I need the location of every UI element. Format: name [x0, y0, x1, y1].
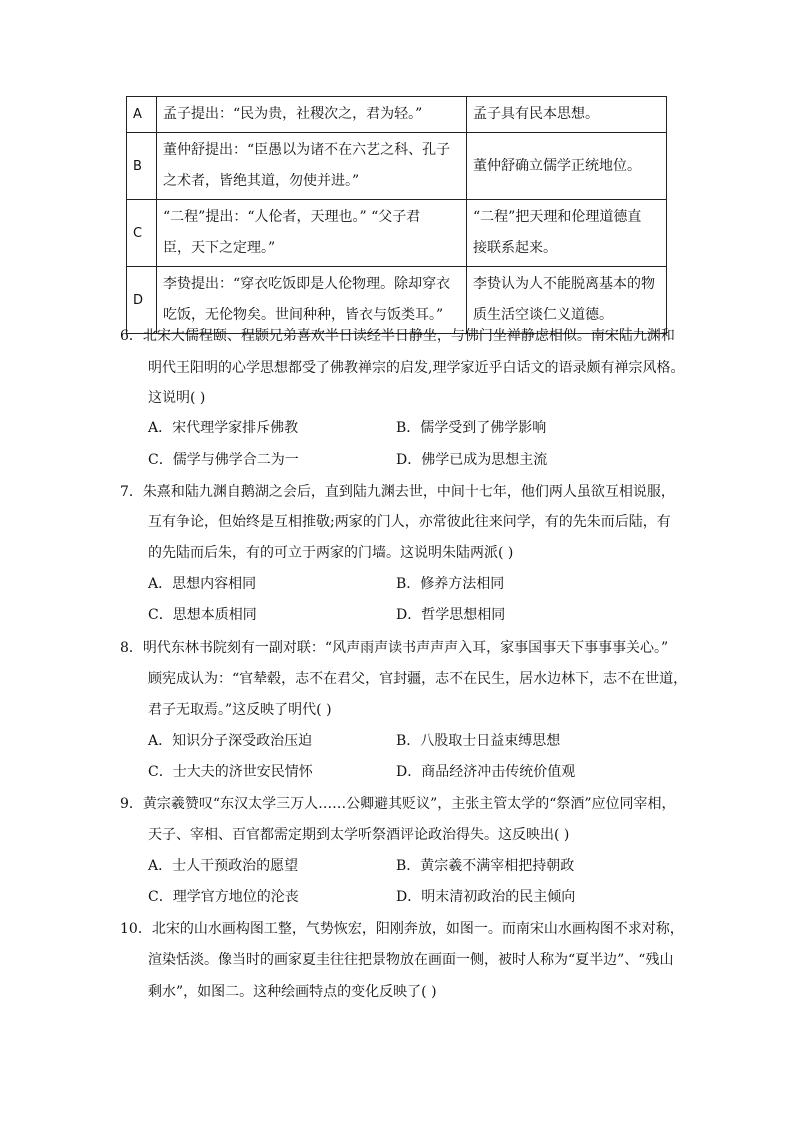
- question-text: 天子、宰相、百官都需定期到太学听祭酒评论政治得失。这反映出( ): [148, 827, 570, 843]
- row-letter: D: [127, 267, 157, 334]
- question-text: 8．明代东林书院刻有一副对联：“风声雨声读书声声声入耳，家事国事天下事事事关心。”: [120, 640, 669, 656]
- options-table: [126, 96, 667, 334]
- row-letter: B: [127, 133, 157, 200]
- question-text: 渲染恬淡。像当时的画家夏圭往往把景物放在画面一侧，被时人称为“夏半边”、“残山: [148, 952, 674, 968]
- option-c[interactable]: C．儒学与佛学合二为一: [148, 452, 299, 468]
- row-letter: A: [127, 97, 157, 133]
- option-d[interactable]: D．哲学思想相同: [396, 607, 506, 623]
- question-text: 的先陆而后朱，有的可立于两家的门墙。这说明朱陆两派( ): [148, 545, 514, 561]
- option-d[interactable]: D．佛学已成为思想主流: [396, 452, 548, 468]
- question-text: 互有争论，但始终是互相推敬;两家的门人，亦常彼此往来问学，有的先朱而后陆，有: [148, 514, 671, 530]
- option-b[interactable]: B．修养方法相同: [396, 576, 505, 592]
- option-b[interactable]: B．儒学受到了佛学影响: [396, 420, 547, 436]
- row-material: 李贽提出：“穿衣吃饭即是人伦物理。除却穿衣 吃饭，无伦物矣。世间种种，皆衣与饭类耳。”: [157, 267, 467, 334]
- option-d[interactable]: D．明末清初政治的民主倾向: [396, 889, 576, 905]
- row-material: 孟子提出：“民为贵，社稷次之，君为轻。”: [157, 97, 467, 133]
- row-conclusion: “二程”把天理和伦理道德直 接联系起来。: [467, 200, 667, 267]
- row-material: “二程”提出：“人伦者，天理也。” “父子君 臣，天下之定理。”: [157, 200, 467, 267]
- option-b[interactable]: B．黄宗羲不满宰相把持朝政: [396, 858, 575, 874]
- row-material: 董仲舒提出：“臣愚以为诸不在六艺之科、孔子 之术者，皆绝其道，勿使并进。”: [157, 133, 467, 200]
- option-d[interactable]: D．商品经济冲击传统价值观: [396, 764, 576, 780]
- option-a[interactable]: A．知识分子深受政治压迫: [148, 733, 313, 749]
- option-c[interactable]: C．士大夫的济世安民情怀: [148, 764, 313, 780]
- row-conclusion: 李贽认为人不能脱离基本的物 质生活空谈仁义道德。: [467, 267, 667, 334]
- question-text: 这说明( ): [148, 390, 206, 406]
- row-conclusion: 孟子具有民本思想。: [467, 97, 667, 133]
- question-text: 剩水”，如图二。这种绘画特点的变化反映了( ): [148, 984, 437, 1000]
- question-text: 10．北宋的山水画构图工整，气势恢宏，阳刚奔放，如图一。而南宋山水画构图不求对称，: [120, 921, 684, 937]
- table-row: [127, 133, 667, 200]
- option-b[interactable]: B．八股取士日益束缚思想: [396, 733, 561, 749]
- option-a[interactable]: A．思想内容相同: [148, 576, 257, 592]
- table-row: [127, 200, 667, 267]
- table-row: [127, 267, 667, 334]
- option-c[interactable]: C．思想本质相同: [148, 607, 257, 623]
- table-row: [127, 97, 667, 133]
- option-a[interactable]: A．宋代理学家排斥佛教: [148, 420, 299, 436]
- question-text: 7．朱熹和陆九渊自鹅湖之会后，直到陆九渊去世，中间十七年，他们两人虽欲互相说服，: [120, 484, 675, 500]
- row-letter: C: [127, 200, 157, 267]
- question-text: 君子无取焉。”这反映了明代( ): [148, 702, 332, 718]
- row-conclusion: 董仲舒确立儒学正统地位。: [467, 133, 667, 200]
- question-text: 9．黄宗羲赞叹“东汉太学三万人……公卿避其贬议”，主张主管太学的“祭酒”应位同宰相，: [120, 796, 676, 812]
- question-text: 6．北宋大儒程颐、程颢兄弟喜欢半日读经半日静坐，与佛门坐禅静虑相似。南宋陆九渊和: [120, 328, 675, 344]
- option-a[interactable]: A．士人干预政治的愿望: [148, 858, 299, 874]
- question-text: 明代王阳明的心学思想都受了佛教禅宗的启发,理学家近乎白话文的语录颇有禅宗风格。: [148, 360, 685, 376]
- question-text: 顾宪成认为：“官辇毂，志不在君父，官封疆，志不在民生，居水边林下，志不在世道，: [148, 671, 688, 687]
- option-c[interactable]: C．理学官方地位的沦丧: [148, 889, 299, 905]
